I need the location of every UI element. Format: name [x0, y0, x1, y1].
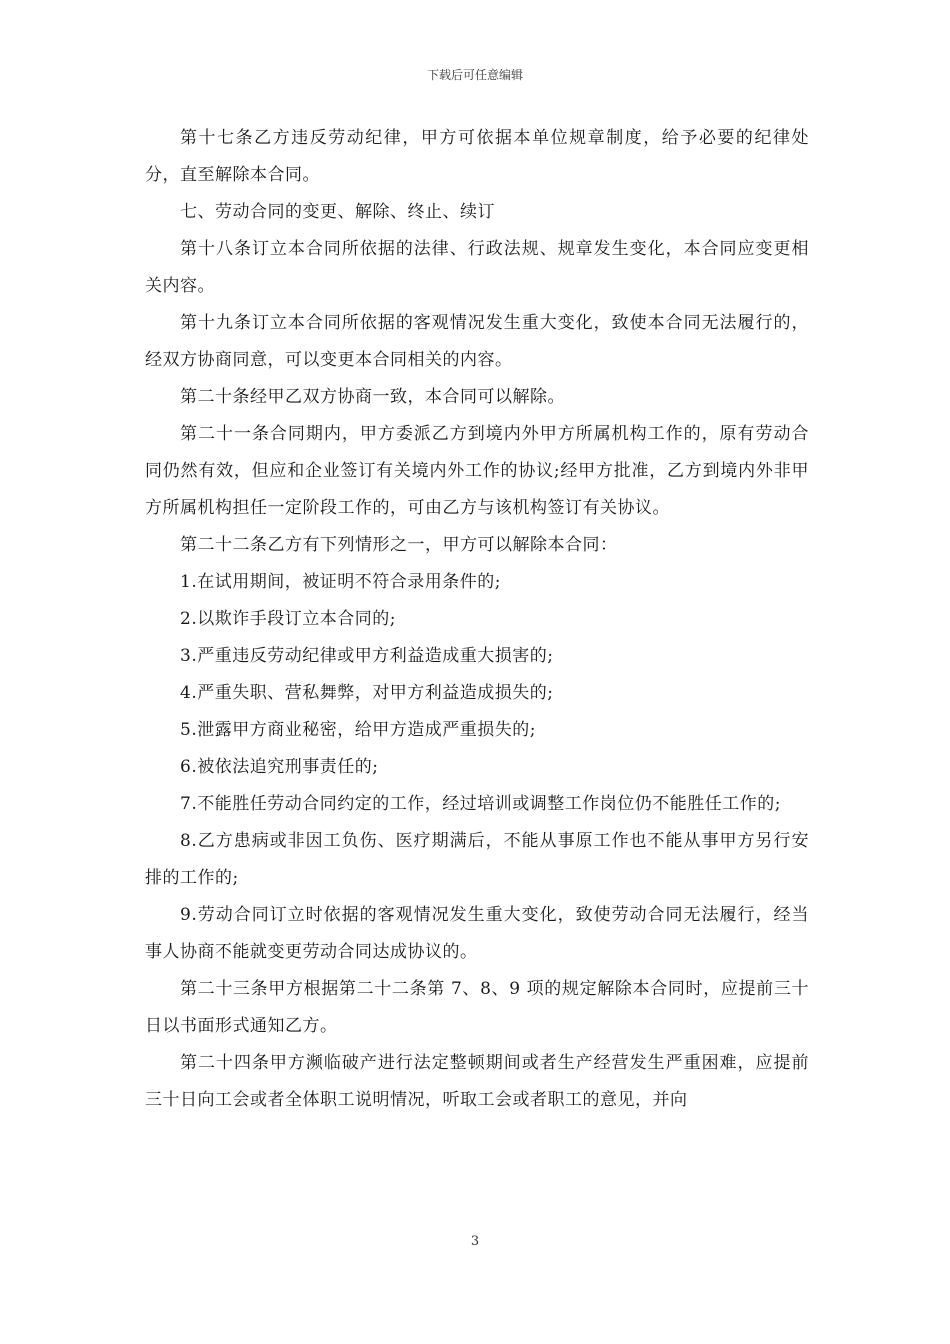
- paragraph-article-20: 第二十条经甲乙双方协商一致，本合同可以解除。: [180, 387, 565, 407]
- page-header: 下载后可任意编辑: [426, 68, 523, 82]
- list-item-3: 3.严重违反劳动纪律或甲方利益造成重大损害的;: [180, 646, 554, 666]
- list-item-6: 6.被依法追究刑事责任的;: [180, 757, 379, 777]
- paragraph-article-21: 第二十一条合同期内，甲方委派乙方到境内外甲方所属机构工作的，原有劳动合同仍然有效，但应和企业签订有关境内外工作的协议;经甲方批准，乙方到境内外非甲方所属机构担任一定阶段工作的，可由乙方与该机构签订有关协议。: [145, 424, 809, 518]
- paragraph-article-19: 第十九条订立本合同所依据的客观情况发生重大变化，致使本合同无法履行的，经双方协商同意，可以变更本合同相关的内容。: [145, 313, 809, 370]
- paragraph-article-17: 第十七条乙方违反劳动纪律，甲方可依据本单位规章制度，给予必要的纪律处分，直至解除本合同。: [145, 128, 809, 185]
- list-item-8: 8.乙方患病或非因工负伤、医疗期满后，不能从事原工作也不能从事甲方另行安排的工作的;: [145, 831, 809, 888]
- list-item-7: 7.不能胜任劳动合同约定的工作，经过培训或调整工作岗位仍不能胜任工作的;: [180, 794, 781, 814]
- document-body: [145, 120, 809, 1119]
- paragraph-article-18: 第十八条订立本合同所依据的法律、行政法规、规章发生变化，本合同应变更相关内容。: [145, 239, 809, 296]
- paragraph-article-24: 第二十四条甲方濒临破产进行法定整顿期间或者生产经营发生严重困难，应提前三十日向工会或者全体职工说明情况，听取工会或者职工的意见，并向: [145, 1053, 809, 1110]
- page-number: 3: [470, 1234, 480, 1249]
- section-heading-7: 七、劳动合同的变更、解除、终止、续订: [180, 202, 495, 222]
- list-item-5: 5.泄露甲方商业秘密，给甲方造成严重损失的;: [180, 720, 536, 740]
- list-item-4: 4.严重失职、营私舞弊，对甲方利益造成损失的;: [180, 683, 554, 703]
- paragraph-article-23: 第二十三条甲方根据第二十二条第 7、8、9 项的规定解除本合同时，应提前三十日以书面形式通知乙方。: [145, 979, 809, 1036]
- list-item-1: 1.在试用期间，被证明不符合录用条件的;: [180, 572, 501, 592]
- list-item-2: 2.以欺诈手段订立本合同的;: [180, 609, 396, 629]
- paragraph-article-22: 第二十二条乙方有下列情形之一，甲方可以解除本合同：: [180, 535, 618, 555]
- list-item-9: 9.劳动合同订立时依据的客观情况发生重大变化，致使劳动合同无法履行，经当事人协商不能就变更劳动合同达成协议的。: [145, 905, 809, 962]
